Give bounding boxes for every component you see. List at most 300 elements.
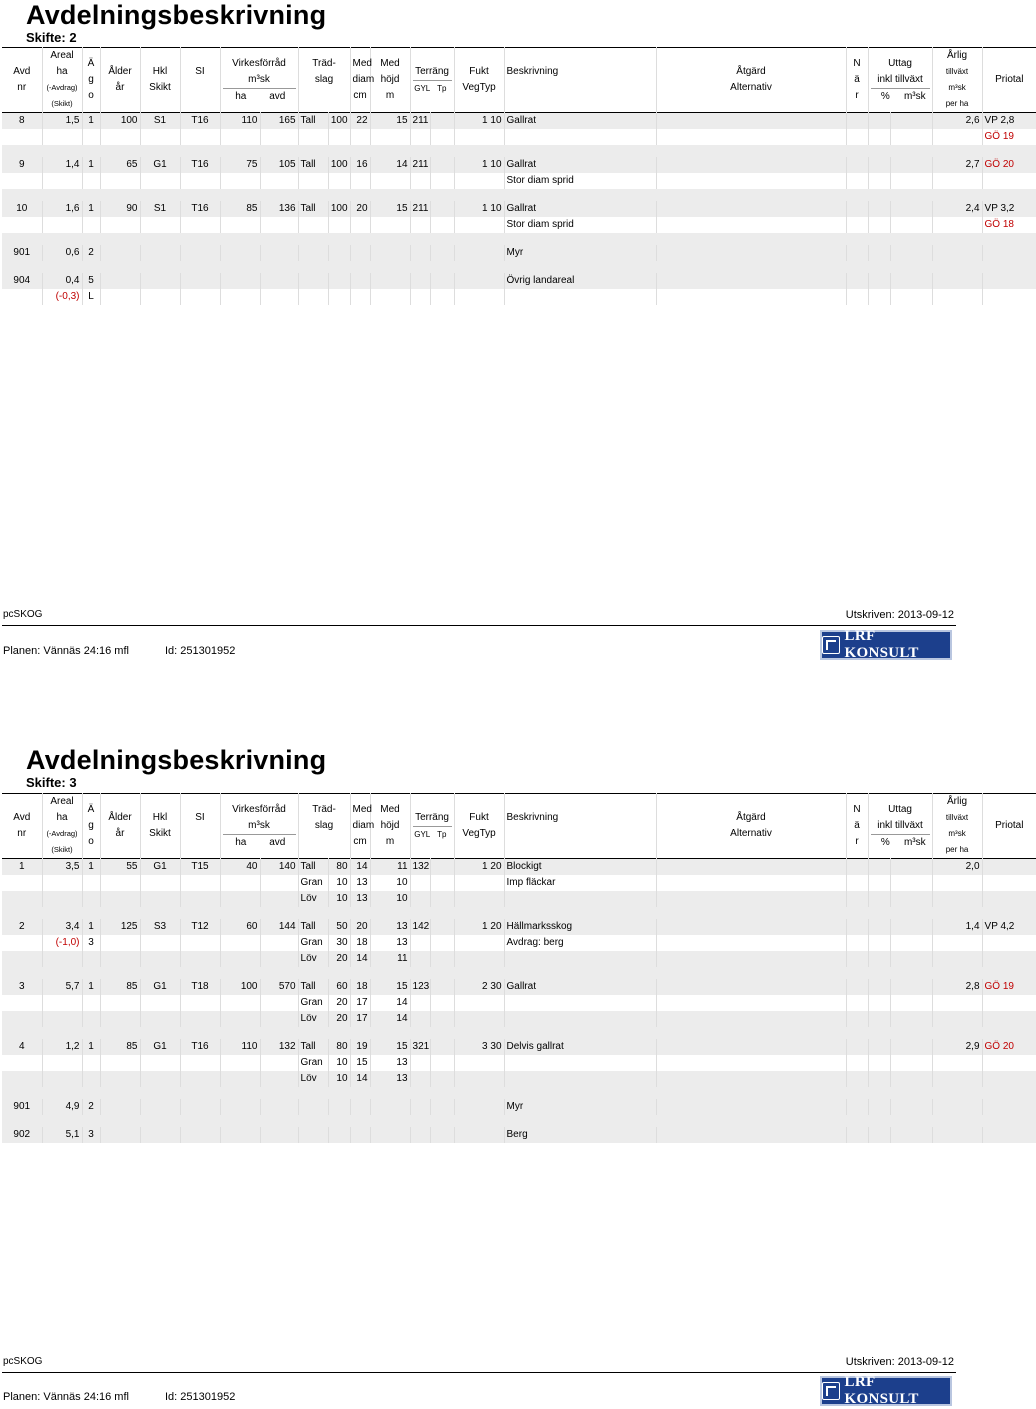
- cell-hojd: 10: [370, 891, 410, 907]
- cell-alder: [100, 1011, 140, 1027]
- cell-u-m3: [890, 919, 932, 935]
- cell-besk: [504, 995, 656, 1011]
- cell-besk: Gallrat: [504, 201, 656, 217]
- cell-fukt: [454, 129, 504, 145]
- cell-avd: 901: [2, 1099, 42, 1115]
- cell-vf-avd: 570: [260, 979, 298, 995]
- cell-u-pct: [868, 979, 890, 995]
- cell-hkl: S1: [140, 113, 180, 130]
- cell-diam: 14: [350, 951, 370, 967]
- cell-hojd: 13: [370, 919, 410, 935]
- cell-atgard: [656, 1071, 846, 1087]
- cell-areal: [42, 1011, 82, 1027]
- cell-si: [180, 217, 220, 233]
- cell-vf-avd: [260, 289, 298, 305]
- cell-fukt: 1 10: [454, 201, 504, 217]
- cell-trad: Tall: [298, 919, 328, 935]
- cell-u-m3: [890, 935, 932, 951]
- cell-tillv: 2,6: [932, 113, 982, 130]
- cell-u-m3: [890, 859, 932, 876]
- table-row: [2, 919, 1036, 935]
- cell-u-pct: [868, 951, 890, 967]
- cell-fukt: 1 20: [454, 859, 504, 876]
- cell-avd: 902: [2, 1127, 42, 1143]
- cell-atgard: [656, 1099, 846, 1115]
- cell-hojd: 11: [370, 951, 410, 967]
- cell-ago: [82, 891, 100, 907]
- table-row: [2, 1071, 1036, 1087]
- lrf-konsult-logo: LRF KONSULT: [820, 1376, 952, 1406]
- cell-u-m3: [890, 289, 932, 305]
- cell-areal: [42, 129, 82, 145]
- row-spacer: [2, 145, 1036, 157]
- cell-vf-avd: [260, 935, 298, 951]
- cell-areal: 0,6: [42, 245, 82, 261]
- row-spacer: [2, 967, 1036, 979]
- cell-prio: VP 4,2: [982, 919, 1036, 935]
- cell-tillv: [932, 995, 982, 1011]
- table-row: [2, 201, 1036, 217]
- cell-avd: 3: [2, 979, 42, 995]
- cell-u-m3: [890, 245, 932, 261]
- col-fukt: Fukt VegTyp: [454, 48, 504, 113]
- cell-tp-pct: [328, 273, 350, 289]
- cell-avd: 904: [2, 273, 42, 289]
- cell-tp: [430, 995, 454, 1011]
- cell-u-pct: [868, 1071, 890, 1087]
- cell-gyl: [410, 995, 430, 1011]
- cell-tp-pct: 20: [328, 951, 350, 967]
- cell-u-m3: [890, 157, 932, 173]
- col-beskrivning: Beskrivning: [504, 794, 656, 859]
- cell-nar: [846, 891, 868, 907]
- table-row: [2, 273, 1036, 289]
- software-label: pcSKOG: [3, 1356, 43, 1367]
- cell-hkl: [140, 935, 180, 951]
- cell-avd: [2, 129, 42, 145]
- cell-u-m3: [890, 979, 932, 995]
- cell-diam: 16: [350, 157, 370, 173]
- cell-areal: [42, 217, 82, 233]
- col-priotal: Priotal: [982, 794, 1036, 859]
- cell-nar: [846, 1099, 868, 1115]
- cell-hkl: G1: [140, 1039, 180, 1055]
- cell-alder: 100: [100, 113, 140, 130]
- cell-trad: Gran: [298, 875, 328, 891]
- skifte-label: Skifte: 2: [26, 30, 77, 45]
- cell-vf-avd: [260, 1055, 298, 1071]
- table-row: [2, 995, 1036, 1011]
- cell-atgard: [656, 289, 846, 305]
- cell-tillv: 2,8: [932, 979, 982, 995]
- cell-prio: [982, 1055, 1036, 1071]
- cell-hojd: [370, 245, 410, 261]
- cell-hojd: 13: [370, 1071, 410, 1087]
- cell-tp-pct: 10: [328, 1071, 350, 1087]
- cell-si: [180, 995, 220, 1011]
- cell-nar: [846, 1127, 868, 1143]
- cell-u-pct: [868, 113, 890, 130]
- cell-trad: Löv: [298, 891, 328, 907]
- cell-trad: Tall: [298, 859, 328, 876]
- cell-gyl: [410, 173, 430, 189]
- cell-atgard: [656, 1039, 846, 1055]
- cell-gyl: [410, 875, 430, 891]
- cell-prio: [982, 273, 1036, 289]
- cell-vf-ha: 100: [220, 979, 260, 995]
- cell-nar: [846, 113, 868, 130]
- cell-fukt: [454, 1011, 504, 1027]
- cell-u-m3: [890, 891, 932, 907]
- cell-diam: 22: [350, 113, 370, 130]
- cell-u-m3: [890, 875, 932, 891]
- cell-prio: [982, 935, 1036, 951]
- cell-tp-pct: 80: [328, 1039, 350, 1055]
- cell-prio: [982, 1071, 1036, 1087]
- cell-fukt: 1 20: [454, 919, 504, 935]
- cell-nar: [846, 995, 868, 1011]
- cell-si: T16: [180, 201, 220, 217]
- cell-diam: [350, 1127, 370, 1143]
- cell-areal: 5,7: [42, 979, 82, 995]
- table-row: [2, 979, 1036, 995]
- cell-u-m3: [890, 129, 932, 145]
- cell-vf-avd: [260, 129, 298, 145]
- cell-vf-ha: 75: [220, 157, 260, 173]
- col-arlig-tillvaxt: Årlig tillväxt m³sk per ha: [932, 48, 982, 113]
- cell-u-pct: [868, 1039, 890, 1055]
- cell-ago: 1: [82, 1039, 100, 1055]
- cell-nar: [846, 951, 868, 967]
- table-row: [2, 1011, 1036, 1027]
- cell-si: [180, 1099, 220, 1115]
- cell-alder: [100, 875, 140, 891]
- col-virkesforrad: Virkesförråd m³sk ha avd: [220, 794, 298, 859]
- cell-tp-pct: 20: [328, 1011, 350, 1027]
- cell-si: T12: [180, 919, 220, 935]
- col-arlig-tillvaxt: Årlig tillväxt m³sk per ha: [932, 794, 982, 859]
- cell-diam: 18: [350, 935, 370, 951]
- cell-diam: [350, 1099, 370, 1115]
- cell-hojd: 13: [370, 935, 410, 951]
- cell-ago: 3: [82, 935, 100, 951]
- col-avd: Avd nr: [13, 812, 31, 839]
- cell-besk: Berg: [504, 1127, 656, 1143]
- cell-u-m3: [890, 217, 932, 233]
- skifte-label: Skifte: 3: [26, 775, 77, 790]
- cell-prio: GÖ 18: [982, 217, 1036, 233]
- cell-tp: [430, 1099, 454, 1115]
- cell-trad: [298, 1127, 328, 1143]
- cell-alder: [100, 1055, 140, 1071]
- cell-prio: [982, 875, 1036, 891]
- cell-ago: 1: [82, 859, 100, 876]
- cell-hkl: [140, 289, 180, 305]
- cell-si: [180, 245, 220, 261]
- cell-diam: 19: [350, 1039, 370, 1055]
- cell-fukt: 1 10: [454, 113, 504, 130]
- table-header: [2, 48, 1036, 113]
- cell-alder: 55: [100, 859, 140, 876]
- cell-nar: [846, 875, 868, 891]
- cell-gyl: [410, 1071, 430, 1087]
- cell-tp: [430, 245, 454, 261]
- cell-atgard: [656, 979, 846, 995]
- cell-atgard: [656, 157, 846, 173]
- cell-gyl: 132: [410, 859, 430, 876]
- cell-hojd: 14: [370, 995, 410, 1011]
- cell-gyl: [410, 1011, 430, 1027]
- cell-nar: [846, 935, 868, 951]
- cell-diam: [350, 273, 370, 289]
- cell-prio: VP 2,8: [982, 113, 1036, 130]
- cell-tp: [430, 273, 454, 289]
- cell-diam: 15: [350, 1055, 370, 1071]
- cell-diam: 17: [350, 1011, 370, 1027]
- cell-si: [180, 935, 220, 951]
- cell-tillv: [932, 891, 982, 907]
- cell-hojd: 15: [370, 201, 410, 217]
- table-row: [2, 157, 1036, 173]
- cell-tp-pct: [328, 173, 350, 189]
- cell-tillv: 2,9: [932, 1039, 982, 1055]
- cell-si: T16: [180, 1039, 220, 1055]
- cell-u-pct: [868, 273, 890, 289]
- cell-trad: Löv: [298, 951, 328, 967]
- cell-prio: [982, 245, 1036, 261]
- cell-atgard: [656, 273, 846, 289]
- cell-besk: Gallrat: [504, 979, 656, 995]
- col-virkesforrad: Virkesförråd m³sk ha avd: [220, 48, 298, 113]
- cell-atgard: [656, 173, 846, 189]
- cell-prio: GÖ 19: [982, 979, 1036, 995]
- lrf-konsult-logo: LRF KONSULT: [820, 630, 952, 660]
- cell-hkl: [140, 1127, 180, 1143]
- cell-areal: [42, 173, 82, 189]
- cell-hkl: [140, 245, 180, 261]
- cell-alder: 85: [100, 979, 140, 995]
- cell-u-pct: [868, 875, 890, 891]
- cell-tillv: 1,4: [932, 919, 982, 935]
- cell-hojd: 13: [370, 1055, 410, 1071]
- cell-avd: 1: [2, 859, 42, 876]
- cell-hkl: G1: [140, 157, 180, 173]
- cell-avd: 901: [2, 245, 42, 261]
- cell-u-pct: [868, 1099, 890, 1115]
- cell-atgard: [656, 935, 846, 951]
- cell-atgard: [656, 1011, 846, 1027]
- cell-tillv: [932, 875, 982, 891]
- cell-alder: [100, 217, 140, 233]
- cell-vf-ha: [220, 1127, 260, 1143]
- cell-ago: 3: [82, 1127, 100, 1143]
- col-si: SI: [180, 794, 220, 859]
- cell-hojd: [370, 273, 410, 289]
- cell-vf-ha: [220, 995, 260, 1011]
- row-spacer: [2, 1027, 1036, 1039]
- cell-hojd: [370, 289, 410, 305]
- cell-avd: [2, 891, 42, 907]
- col-agoslag: Ä g o: [82, 794, 100, 859]
- cell-ago: 2: [82, 1099, 100, 1115]
- col-hkl: Hkl Skikt: [140, 794, 180, 859]
- cell-ago: [82, 1011, 100, 1027]
- cell-diam: 18: [350, 979, 370, 995]
- cell-u-pct: [868, 1127, 890, 1143]
- cell-tillv: [932, 173, 982, 189]
- cell-tp: [430, 1039, 454, 1055]
- cell-prio: [982, 173, 1036, 189]
- cell-alder: 65: [100, 157, 140, 173]
- cell-prio: VP 3,2: [982, 201, 1036, 217]
- cell-diam: [350, 289, 370, 305]
- cell-si: [180, 875, 220, 891]
- cell-atgard: [656, 245, 846, 261]
- cell-tp: [430, 935, 454, 951]
- cell-hkl: [140, 217, 180, 233]
- cell-vf-ha: [220, 129, 260, 145]
- cell-hkl: [140, 891, 180, 907]
- cell-gyl: 211: [410, 201, 430, 217]
- cell-atgard: [656, 113, 846, 130]
- cell-besk: Gallrat: [504, 113, 656, 130]
- table-row: [2, 289, 1036, 305]
- cell-diam: 14: [350, 859, 370, 876]
- col-beskrivning: Beskrivning: [504, 48, 656, 113]
- cell-tp-pct: [328, 245, 350, 261]
- cell-avd: [2, 217, 42, 233]
- cell-trad: Gran: [298, 1055, 328, 1071]
- cell-trad: [298, 173, 328, 189]
- col-agoslag: Ä g o: [82, 48, 100, 113]
- cell-si: T16: [180, 157, 220, 173]
- cell-besk: Stor diam sprid: [504, 173, 656, 189]
- cell-ago: [82, 995, 100, 1011]
- cell-tillv: 2,7: [932, 157, 982, 173]
- cell-fukt: [454, 273, 504, 289]
- cell-areal: 1,2: [42, 1039, 82, 1055]
- cell-areal: [42, 1055, 82, 1071]
- cell-nar: [846, 1055, 868, 1071]
- cell-trad: [298, 289, 328, 305]
- cell-avd: [2, 1071, 42, 1087]
- cell-si: T18: [180, 979, 220, 995]
- col-avd: Avd nr: [13, 66, 31, 93]
- col-terrang: Terräng GYL Tp: [410, 48, 454, 113]
- cell-besk: Avdrag: berg: [504, 935, 656, 951]
- cell-gyl: [410, 891, 430, 907]
- table-row: [2, 129, 1036, 145]
- cell-tillv: [932, 1127, 982, 1143]
- cell-avd: 9: [2, 157, 42, 173]
- cell-prio: GÖ 19: [982, 129, 1036, 145]
- cell-tillv: [932, 1099, 982, 1115]
- cell-ago: 5: [82, 273, 100, 289]
- cell-nar: [846, 919, 868, 935]
- cell-hojd: 11: [370, 859, 410, 876]
- cell-vf-avd: [260, 1127, 298, 1143]
- cell-tp-pct: 10: [328, 1055, 350, 1071]
- cell-trad: [298, 217, 328, 233]
- cell-gyl: [410, 217, 430, 233]
- cell-areal: 5,1: [42, 1127, 82, 1143]
- cell-trad: [298, 1099, 328, 1115]
- cell-tillv: [932, 245, 982, 261]
- cell-vf-avd: 140: [260, 859, 298, 876]
- table-row: [2, 859, 1036, 876]
- cell-vf-ha: [220, 951, 260, 967]
- cell-hkl: [140, 1099, 180, 1115]
- cell-tp: [430, 1055, 454, 1071]
- stand-table: [2, 793, 1036, 1143]
- cell-vf-avd: 136: [260, 201, 298, 217]
- cell-si: [180, 891, 220, 907]
- cell-hkl: S3: [140, 919, 180, 935]
- cell-vf-ha: 85: [220, 201, 260, 217]
- table-row: [2, 875, 1036, 891]
- table-row: [2, 951, 1036, 967]
- cell-hojd: 15: [370, 1039, 410, 1055]
- table-row: [2, 173, 1036, 189]
- cell-tp: [430, 919, 454, 935]
- cell-gyl: [410, 935, 430, 951]
- cell-avd: 8: [2, 113, 42, 130]
- cell-prio: [982, 891, 1036, 907]
- cell-nar: [846, 157, 868, 173]
- cell-hojd: [370, 1099, 410, 1115]
- cell-tillv: [932, 289, 982, 305]
- cell-fukt: [454, 173, 504, 189]
- cell-si: [180, 1127, 220, 1143]
- row-spacer: [2, 1115, 1036, 1127]
- cell-vf-avd: [260, 875, 298, 891]
- cell-vf-avd: [260, 1011, 298, 1027]
- cell-avd: [2, 173, 42, 189]
- cell-nar: [846, 289, 868, 305]
- cell-tp: [430, 951, 454, 967]
- cell-vf-avd: 132: [260, 1039, 298, 1055]
- stand-table: [2, 47, 1036, 305]
- cell-fukt: [454, 1055, 504, 1071]
- table-row: [2, 113, 1036, 130]
- cell-areal: 3,4: [42, 919, 82, 935]
- cell-alder: [100, 891, 140, 907]
- cell-hkl: [140, 173, 180, 189]
- table-row: [2, 1039, 1036, 1055]
- cell-ago: 1: [82, 113, 100, 130]
- cell-vf-ha: [220, 173, 260, 189]
- cell-vf-avd: [260, 995, 298, 1011]
- cell-tp-pct: 50: [328, 919, 350, 935]
- cell-atgard: [656, 919, 846, 935]
- cell-alder: [100, 173, 140, 189]
- cell-trad: Löv: [298, 1011, 328, 1027]
- cell-fukt: [454, 245, 504, 261]
- cell-prio: [982, 289, 1036, 305]
- cell-ago: 1: [82, 157, 100, 173]
- col-areal: Areal ha (-Avdrag) (Skikt): [42, 48, 82, 113]
- cell-diam: [350, 173, 370, 189]
- cell-areal: 3,5: [42, 859, 82, 876]
- cell-atgard: [656, 951, 846, 967]
- col-fukt: Fukt VegTyp: [454, 794, 504, 859]
- cell-tp: [430, 1071, 454, 1087]
- cell-tp-pct: [328, 217, 350, 233]
- cell-atgard: [656, 995, 846, 1011]
- cell-fukt: [454, 935, 504, 951]
- cell-vf-ha: [220, 1099, 260, 1115]
- cell-u-pct: [868, 289, 890, 305]
